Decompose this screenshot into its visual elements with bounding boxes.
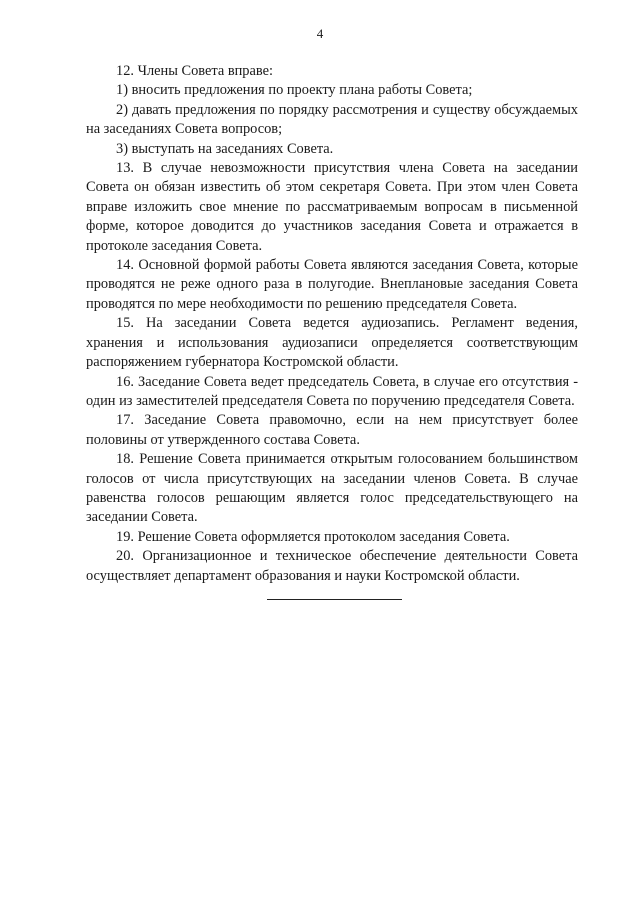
paragraph-13: 13. В случае невозможности присутствия члена Совета на заседании Совета он обязан известить об этом секретаря Совета. При этом член Совета вправе изложить свое мнение по рассматриваемым вопросам в письменной форме, которое доводится до участников заседания Совета и отражается в протоколе заседания Совета. [86,160,578,254]
page-number: 4 [316,26,324,41]
paragraph-20: 20. Организационное и техническое обеспечение деятельности Совета осуществляет департамент образования и науки Костромской области. [86,548,578,584]
paragraph-12-item-1: 1) вносить предложения по проекту плана работы Совета; [116,82,473,99]
paragraph-12-item-2: 2) давать предложения по порядку рассмотрения и существу обсуждаемых на заседаниях Совета вопросов; [86,101,578,138]
paragraph-19: 19. Решение Совета оформляется протоколом заседания Совета. [116,528,510,545]
document-body [86,62,578,586]
paragraph-18: 18. Решение Совета принимается открытым голосованием большинством голосов от числа присутствующих на заседании членов Совета. В случае равенства голосов решающим является голос председательствующего на заседании Совета. [86,451,578,526]
end-of-document-rule [267,599,402,600]
paragraph-12: 12. Члены Совета вправе: [116,63,273,79]
paragraph-16: 16. Заседание Совета ведет председатель Совета, в случае его отсутствия - один из заместителей председателя Совета по поручению председателя Совета. [86,373,578,409]
paragraph-14: 14. Основной формой работы Совета являются заседания Совета, которые проводятся не реже одного раза в полугодие. Внеплановые заседания Совета проводятся по мере необходимости по решению председателя Совета. [86,257,578,312]
paragraph-15: 15. На заседании Совета ведется аудиозапись. Регламент ведения, хранения и использования аудиозаписи определяется соответствующим распоряжением губернатора Костромской области. [86,315,578,371]
paragraph-12-item-3: 3) выступать на заседаниях Совета. [116,140,334,157]
paragraph-17: 17. Заседание Совета правомочно, если на нем присутствует более половины от утвержденного состава Совета. [86,412,578,448]
